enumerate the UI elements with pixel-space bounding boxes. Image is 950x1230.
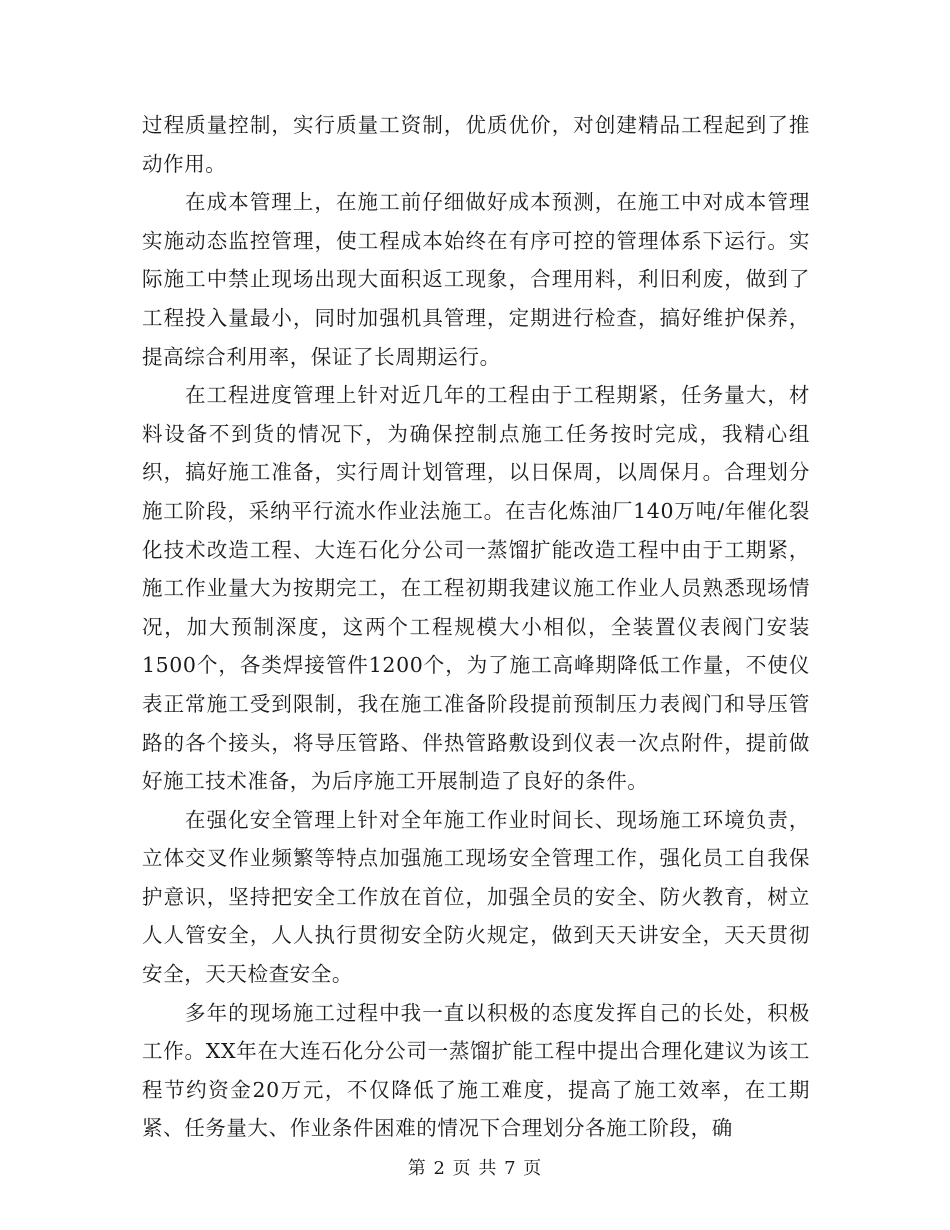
paragraph-quality-control: 过程质量控制，实行质量工资制，优质优价，对创建精品工程起到了推动作用。 [142,113,810,176]
paragraph-safety-management: 在强化安全管理上针对全年施工作业时间长、现场施工环境负责，立体交叉作业频繁等特点加强施工现场安全管理工作，强化员工自我保护意识，坚持把安全工作放在首位，加强全员的安全、防火教育，树立人人管安全，人人执行贯彻安全防火规定，做到天天讲安全，天天贯彻安全，天天检查安全。 [142,807,810,987]
paragraph-cost-management: 在成本管理上，在施工前仔细做好成本预测，在施工中对成本管理实施动态监控管理，使工程成本始终在有序可控的管理体系下运行。实际施工中禁止现场出现大面积返工现象，合理用料，利旧利废，做到了工程投入量最小，同时加强机具管理，定期进行检查，搞好维护保养，提高综合利用率，保证了长周期运行。 [142,190,810,369]
paragraph-schedule-management: 在工程进度管理上针对近几年的工程由于工程期紧，任务量大，材料设备不到货的情况下，为确保控制点施工任务按时完成，我精心组织，搞好施工准备，实行周计划管理，以日保周，以周保月。合理划分施工阶段，采纳平行流水作业法施工。在吉化炼油厂140万吨/年催化裂化技术改造工程、大连石化分公司一蒸馏扩能改造工程中由于工期紧，施工作业量大为按期完工，在工程初期我建议施工作业人员熟悉现场情况，加大预制深度，这两个工程规模大小相似，全装置仪表阀门安装1500个，各类焊接管件1200个，为了施工高峰期降低工作量，不使仪表正常施工受到限制，我在施工准备阶段提前预制压力表阀门和导压管路的各个接头，将导压管路、伴热管路敷设到仪表一次点附件，提前做好施工技术准备，为后序施工开展制造了良好的条件。 [142,383,810,794]
paragraph-work-attitude: 多年的现场施工过程中我一直以积极的态度发挥自己的长处，积极工作。XX年在大连石化分公司一蒸馏扩能工程中提出合理化建议为该工程节约资金20万元，不仅降低了施工难度，提高了施工效率，在工期紧、任务量大、作业条件困难的情况下合理划分各施工阶段，确 [142,1000,810,1141]
page-number-footer: 第 2 页 共 7 页 [407,1158,543,1179]
body-text [142,106,810,1148]
